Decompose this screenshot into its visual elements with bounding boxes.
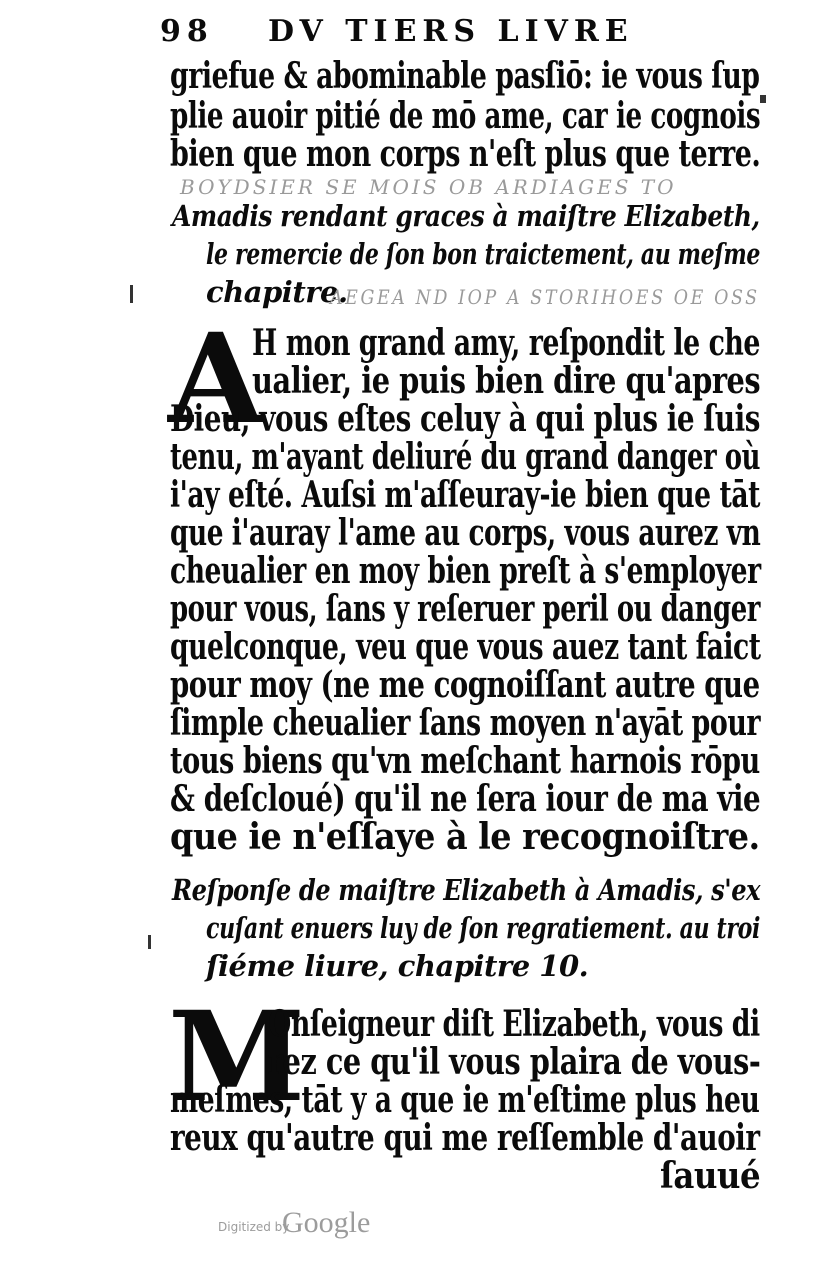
text-line: pour moy (ne me cognoiſſant autre que xyxy=(170,664,760,706)
text-line: & deſcloué) qu'il ne ſera iour de ma vie xyxy=(170,778,761,820)
text-line: tous biens qu'vn meſchant harnois rōpu xyxy=(170,740,760,782)
page-number: 98 xyxy=(160,14,214,49)
google-logo: Google xyxy=(282,1206,371,1239)
running-title: DV TIERS LIVRE xyxy=(268,14,634,49)
text-line: bien que mon corps n'eſt plus que terre. xyxy=(170,133,761,175)
chapter-summary-line: ſiéme liure, chapitre 10. xyxy=(206,949,589,983)
text-line: Onſeigneur diſt Elizabeth, vous di xyxy=(268,1003,760,1045)
chapter-summary-line: cuſant enuers luy de ſon regratiement. au troi xyxy=(206,911,760,945)
drop-cap: A xyxy=(168,307,265,452)
text-line: H mon grand amy, reſpondit le che xyxy=(252,322,760,364)
text-line: griefue & abominable pasſiō: ie vous ſup xyxy=(170,55,760,97)
text-line: i'ay eſté. Auſsi m'aſſeuray-ie bien que tāt xyxy=(170,474,760,516)
drop-cap: M xyxy=(168,985,306,1130)
chapter-summary-line: le remercie de ſon bon traictement, au meſme xyxy=(206,237,761,271)
text-line: reux qu'autre qui me reſſemble d'auoir xyxy=(170,1117,760,1159)
text-line: cheualier en moy bien preſt à s'employer xyxy=(170,550,761,592)
bleed-through-text: AEGEA ND IOP A STORIHOES OE OSS xyxy=(330,285,760,309)
text-line: tenu, m'ayant deliuré du grand danger où xyxy=(170,436,761,478)
text-line: ualier, ie puis bien dire qu'apres xyxy=(252,360,761,402)
chapter-summary-line: Reſponſe de maiſtre Elizabeth à Amadis, s'ex xyxy=(172,873,761,907)
text-line: quelconque, veu que vous auez tant faict xyxy=(170,626,761,668)
chapter-summary-line: Amadis rendant graces à maiſtre Elizabeth, xyxy=(172,199,760,233)
scan-speck xyxy=(760,95,766,103)
digitized-by-label: Digitized by xyxy=(218,1220,290,1234)
text-line: pour vous, ſans y reſeruer peril ou danger xyxy=(170,588,760,630)
page-header xyxy=(160,14,760,54)
text-line: meſmes, tāt y a que ie m'eſtime plus heu xyxy=(170,1079,760,1121)
chapter-summary-line: chapitre. xyxy=(206,275,348,309)
scan-speck xyxy=(148,935,151,949)
text-line: Dieu, vous eſtes celuy à qui plus ie ſuis xyxy=(170,398,760,440)
text-line: que ie n'eſſaye à le recognoiſtre. xyxy=(170,816,760,858)
bleed-through-text: BOYDSIER SE MOIS OB ARDIAGES TO xyxy=(180,175,677,199)
catchword: ſauué xyxy=(660,1155,761,1197)
text-line: ſimple cheualier ſans moyen n'ayāt pour xyxy=(170,702,761,744)
text-line: que i'auray l'ame au corps, vous aurez vn xyxy=(170,512,761,554)
text-line: plie auoir pitié de mō ame, car ie cognois xyxy=(170,95,761,137)
scan-speck xyxy=(130,285,133,303)
text-line: rez ce qu'il vous plaira de vous- xyxy=(268,1041,761,1083)
